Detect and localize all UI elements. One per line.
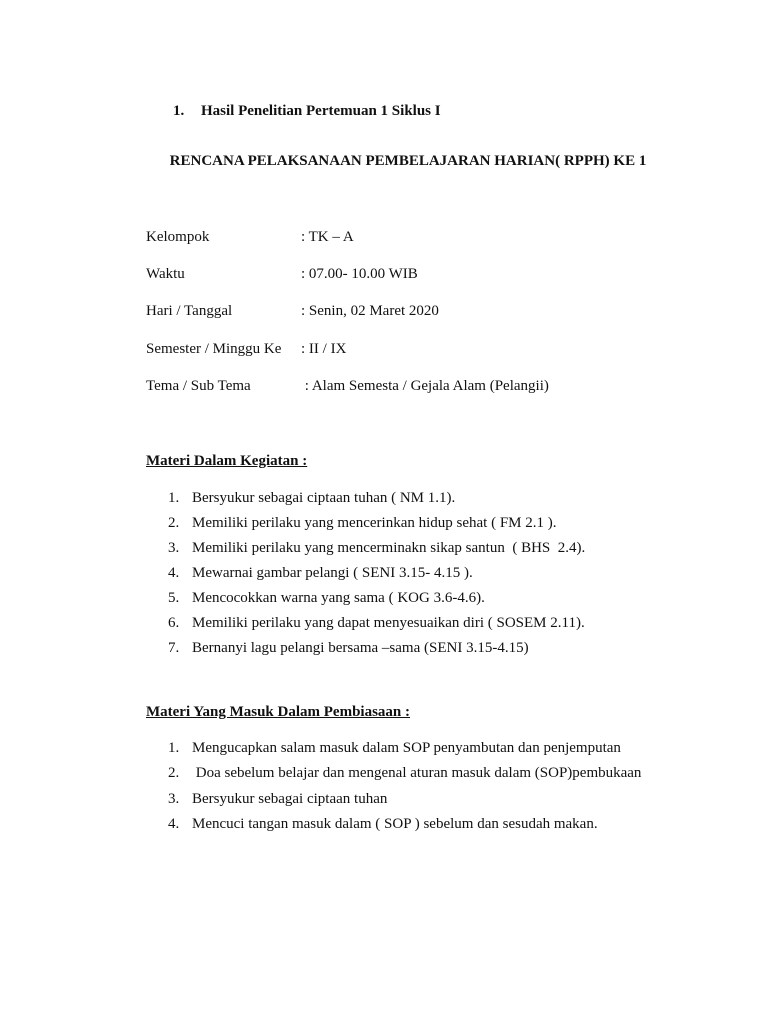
section-heading-text: Hasil Penelitian Pertemuan 1 Siklus I [201, 103, 441, 119]
list-item [168, 590, 485, 607]
list-text: Memiliki perilaku yang mencerinkan hidup sehat ( FM 2.1 ). [192, 515, 557, 531]
list-item [168, 615, 585, 632]
info-label: Tema / Sub Tema [146, 378, 251, 394]
list-text: Mencocokkan warna yang sama ( KOG 3.6-4.6). [192, 590, 485, 606]
document-title: RENCANA PELAKSANAAN PEMBELAJARAN HARIAN( RPPH) KE 1 [169, 153, 647, 169]
list-number: 2. [168, 765, 180, 781]
list-text: Bersyukur sebagai ciptaan tuhan ( NM 1.1). [192, 490, 456, 506]
info-value: : II / IX [301, 341, 347, 357]
list-text: Mengucapkan salam masuk dalam SOP penyambutan dan penjemputan [192, 740, 621, 756]
list-number: 1. [168, 740, 180, 756]
list-text: Mewarnai gambar pelangi ( SENI 3.15- 4.15 ). [192, 565, 473, 581]
list-item [168, 565, 473, 582]
list-text: Doa sebelum belajar dan mengenal aturan masuk dalam (SOP)pembukaan [192, 765, 642, 781]
list-number: 3. [168, 791, 180, 807]
list-number: 1. [168, 490, 180, 506]
section-heading [173, 103, 441, 120]
section-title-materi-kegiatan: Materi Dalam Kegiatan : [146, 453, 308, 469]
section-title-materi-pembiasaan: Materi Yang Masuk Dalam Pembiasaan : [146, 704, 411, 720]
info-value: : Senin, 02 Maret 2020 [301, 303, 439, 319]
list-item [168, 540, 585, 557]
list-item [168, 791, 387, 808]
info-label: Waktu [146, 266, 185, 282]
list-text: Memiliki perilaku yang dapat menyesuaikan diri ( SOSEM 2.11). [192, 615, 585, 631]
list-text: Memiliki perilaku yang mencerminakn sikap santun ( BHS 2.4). [192, 540, 586, 556]
list-number: 5. [168, 590, 180, 606]
info-label: Semester / Minggu Ke [146, 341, 282, 357]
info-value: : 07.00- 10.00 WIB [301, 266, 418, 282]
list-item [168, 640, 529, 657]
list-number: 4. [168, 565, 180, 581]
list-text: Bernanyi lagu pelangi bersama –sama (SENI 3.15-4.15) [192, 640, 529, 656]
info-label: Kelompok [146, 229, 210, 245]
list-item [168, 765, 641, 782]
list-item [168, 816, 598, 833]
section-number: 1. [173, 103, 185, 119]
info-value: : Alam Semesta / Gejala Alam (Pelangii) [301, 378, 549, 394]
list-number: 3. [168, 540, 180, 556]
list-number: 2. [168, 515, 180, 531]
list-number: 6. [168, 615, 180, 631]
list-text: Mencuci tangan masuk dalam ( SOP ) sebelum dan sesudah makan. [192, 816, 598, 832]
list-item [168, 740, 621, 757]
list-item [168, 515, 557, 532]
list-number: 4. [168, 816, 180, 832]
info-label: Hari / Tanggal [146, 303, 233, 319]
list-text: Bersyukur sebagai ciptaan tuhan [192, 791, 388, 807]
list-number: 7. [168, 640, 180, 656]
list-item [168, 490, 455, 507]
info-value: : TK – A [301, 229, 354, 245]
